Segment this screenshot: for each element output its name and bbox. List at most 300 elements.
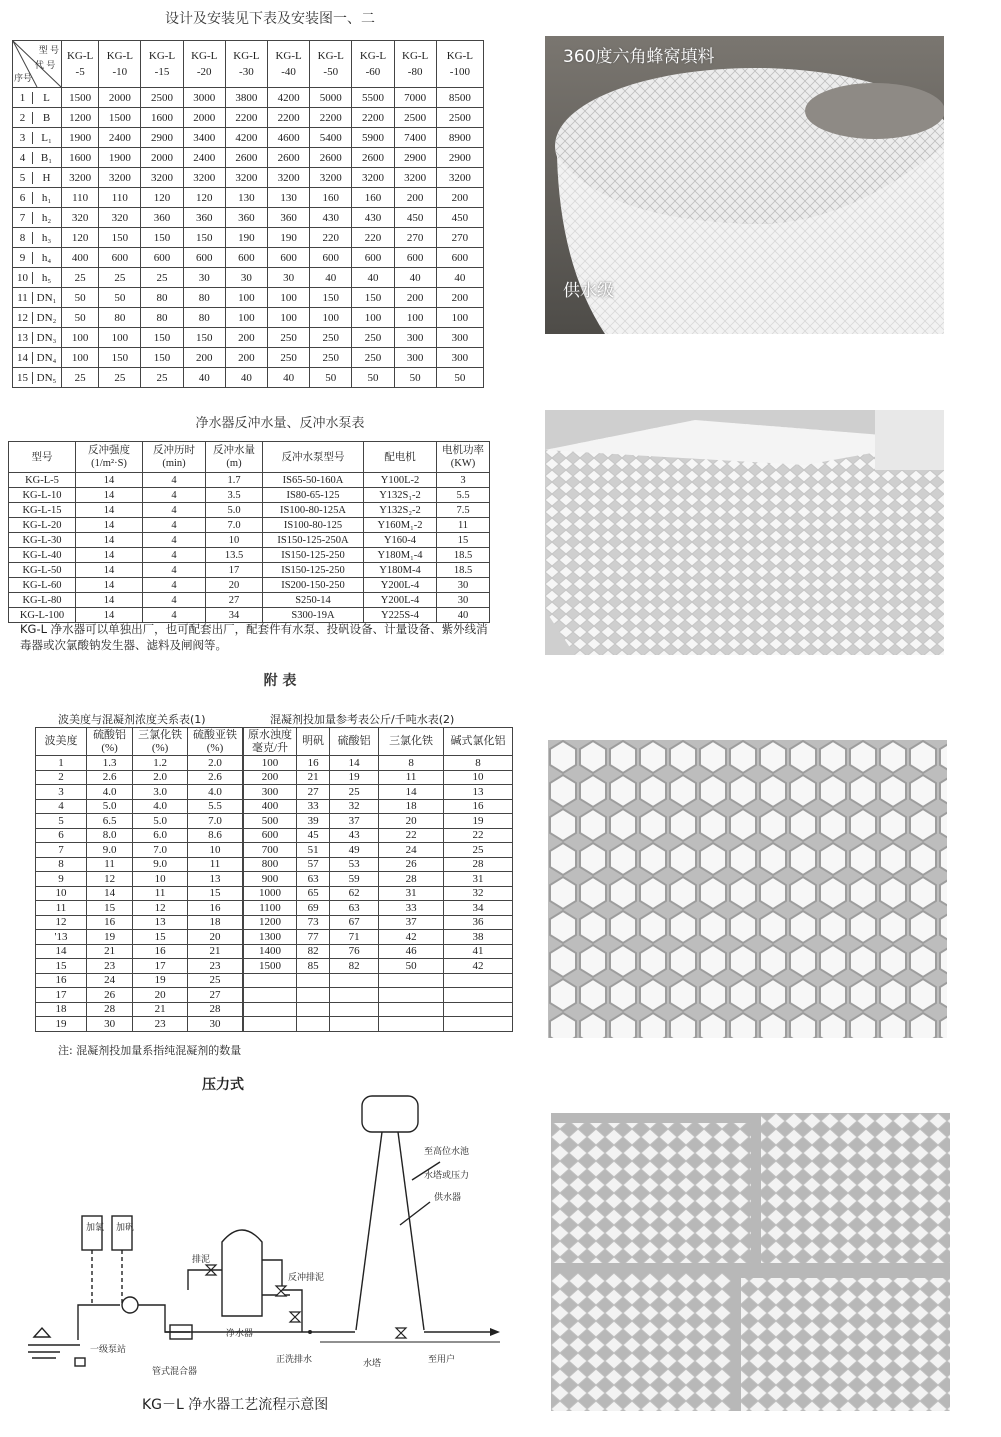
table-cell: 1600: [141, 108, 183, 128]
corner-model-label: 型 号: [38, 45, 59, 55]
table-cell: 600: [183, 248, 225, 268]
table-cell: 1.3: [87, 756, 133, 771]
table-cell: Y160M₁-2: [364, 518, 437, 533]
table-cell: 430: [310, 208, 352, 228]
table-cell: 80: [141, 308, 183, 328]
table-cell: 3200: [436, 168, 483, 188]
table-cell: 41: [444, 944, 513, 959]
table-cell: 3: [36, 785, 87, 800]
row-seq-code-cell: [13, 148, 62, 168]
table-cell: 360: [141, 208, 183, 228]
table-row: [13, 308, 484, 328]
table-cell: Y132S₁-2: [364, 488, 437, 503]
table-row: [36, 785, 243, 800]
tower-note-2: 水塔或压力: [424, 1171, 470, 1181]
chlorine-tank: [82, 1216, 105, 1250]
table-cell: KG-L-15: [9, 503, 76, 518]
table-cell: 2900: [436, 148, 483, 168]
table-cell: 11: [188, 857, 243, 872]
table-cell: 2200: [310, 108, 352, 128]
table-cell: 20: [133, 988, 188, 1003]
table-cell: 25: [99, 368, 141, 388]
table-cell: IS65-50-160A: [263, 473, 364, 488]
table-cell: 2900: [394, 148, 436, 168]
table-row: [13, 108, 484, 128]
table-row: [244, 857, 513, 872]
table-cell: 7.0: [206, 518, 263, 533]
row-code: DN₃: [36, 331, 57, 344]
model-header: KG-L -60: [352, 41, 394, 88]
table-row: [36, 973, 243, 988]
row-seq: 2: [14, 112, 33, 124]
table-cell: 23: [133, 1017, 188, 1032]
install-table: [12, 40, 484, 388]
table-cell: 3200: [394, 168, 436, 188]
table-row: [9, 518, 490, 533]
table-cell: 150: [99, 348, 141, 368]
table-cell: 18: [188, 915, 243, 930]
table-row: [9, 503, 490, 518]
table-cell: 4: [36, 799, 87, 814]
table-cell: KG-L-80: [9, 593, 76, 608]
table-cell: [379, 988, 444, 1003]
table-cell: 40: [225, 368, 267, 388]
table-cell: 24: [379, 843, 444, 858]
table-cell: KG-L-60: [9, 578, 76, 593]
table-cell: 600: [267, 248, 309, 268]
row-code: h₁: [41, 191, 52, 204]
table-row: [244, 944, 513, 959]
table-row-empty: [244, 988, 513, 1003]
table-cell: 150: [183, 228, 225, 248]
table-cell: 250: [310, 328, 352, 348]
table-cell: [244, 1017, 297, 1032]
table-cell: 250: [352, 328, 394, 348]
table-cell: 14: [76, 503, 143, 518]
table-cell: 36: [444, 915, 513, 930]
table-cell: 23: [87, 959, 133, 974]
table-cell: 11: [379, 770, 444, 785]
model-header: KG-L -15: [141, 41, 183, 88]
table-cell: 2200: [225, 108, 267, 128]
row-code: h₃: [41, 231, 52, 244]
dosage-header: 原水浊度 毫克/升: [244, 728, 297, 756]
row-seq: 5: [14, 172, 33, 184]
row-code: B₁: [40, 151, 53, 164]
table-cell: 25: [62, 368, 99, 388]
table-cell: 34: [206, 608, 263, 623]
table-cell: 65: [297, 886, 330, 901]
alum-label: 加矾: [116, 1223, 135, 1233]
row-seq-code-cell: [13, 368, 62, 388]
backwash-table: [8, 441, 490, 623]
backwash-header: 反冲水量 (m): [206, 442, 263, 473]
table-row: [13, 268, 484, 288]
table-cell: 600: [310, 248, 352, 268]
table-cell: 28: [188, 1002, 243, 1017]
diagram-title: 压力式: [202, 1077, 244, 1093]
table-row: [244, 799, 513, 814]
table-cell: 2.6: [188, 770, 243, 785]
table-cell: 15: [188, 886, 243, 901]
table-cell: 10: [36, 886, 87, 901]
table-row: [13, 228, 484, 248]
table-cell: 39: [297, 814, 330, 829]
table-cell: 40: [183, 368, 225, 388]
table-cell: 53: [330, 857, 379, 872]
table-cell: 19: [36, 1017, 87, 1032]
table-cell: 100: [394, 308, 436, 328]
table-cell: 4: [143, 533, 206, 548]
pump-station-label: 一级泵站: [90, 1345, 127, 1355]
table-cell: 8: [379, 756, 444, 771]
table-cell: 25: [62, 268, 99, 288]
table-cell: 120: [62, 228, 99, 248]
table-cell: 24: [87, 973, 133, 988]
corner-code-label: 代 号: [35, 60, 56, 70]
table-cell: 5: [36, 814, 87, 829]
table-cell: 30: [437, 593, 490, 608]
corner-seq-label: 序号: [14, 73, 33, 83]
row-seq-code-cell: [13, 328, 62, 348]
row-seq-code-cell: [13, 88, 62, 108]
table-cell: 43: [330, 828, 379, 843]
table-row: [244, 814, 513, 829]
table-cell: [244, 988, 297, 1003]
table-cell: 9.0: [87, 843, 133, 858]
row-seq: 8: [14, 232, 33, 244]
table-cell: 2000: [141, 148, 183, 168]
table-cell: 28: [379, 872, 444, 887]
table-row-empty: [244, 1002, 513, 1017]
table-cell: KG-L-10: [9, 488, 76, 503]
table-cell: 450: [436, 208, 483, 228]
table-cell: 21: [87, 944, 133, 959]
table-cell: Y100L-2: [364, 473, 437, 488]
table-cell: 2500: [141, 88, 183, 108]
table-cell: 31: [444, 872, 513, 887]
table-cell: Y225S-4: [364, 608, 437, 623]
table-cell: 28: [444, 857, 513, 872]
dosage-header: 硫酸铝: [330, 728, 379, 756]
table-cell: 3200: [225, 168, 267, 188]
backwash-table-header-row: [9, 442, 490, 473]
table-row: [36, 756, 243, 771]
table-cell: [379, 1002, 444, 1017]
backwash-header: 反冲强度 (1/m²·S): [76, 442, 143, 473]
table-cell: [330, 988, 379, 1003]
row-seq-code-cell: [13, 268, 62, 288]
table-cell: 82: [330, 959, 379, 974]
table-cell: 600: [436, 248, 483, 268]
table-cell: KG-L-100: [9, 608, 76, 623]
table-cell: 7.0: [188, 814, 243, 829]
table-cell: 200: [394, 288, 436, 308]
table-cell: 14: [76, 578, 143, 593]
table-row: [244, 930, 513, 945]
table-cell: 400: [62, 248, 99, 268]
table-cell: 200: [225, 348, 267, 368]
table-cell: 8: [444, 756, 513, 771]
table-cell: 82: [297, 944, 330, 959]
row-seq-code-cell: [13, 348, 62, 368]
table-cell: 600: [352, 248, 394, 268]
row-seq: 10: [14, 272, 33, 284]
table-cell: 1300: [244, 930, 297, 945]
table-cell: 16: [87, 915, 133, 930]
dosage-table-body: [244, 756, 513, 1032]
table-cell: 69: [297, 901, 330, 916]
table-cell: 4.0: [133, 799, 188, 814]
install-table-title: 设计及安装见下表及安装图一、二: [165, 11, 375, 27]
product-photo-2: [545, 410, 944, 655]
tower-note-1: 至高位水池: [424, 1147, 470, 1157]
table-cell: KG-L-20: [9, 518, 76, 533]
table-cell: 40: [394, 268, 436, 288]
table-cell: 12: [133, 901, 188, 916]
table-cell: 1500: [99, 108, 141, 128]
table-row: [36, 930, 243, 945]
table-cell: 12: [87, 872, 133, 887]
table-cell: 600: [99, 248, 141, 268]
table-row: [13, 168, 484, 188]
table-cell: 34: [444, 901, 513, 916]
table-cell: 16: [133, 944, 188, 959]
table-row: [244, 886, 513, 901]
table-cell: 6.5: [87, 814, 133, 829]
appendix-note: 注: 混凝剂投加量系指纯混凝剂的数量: [58, 1044, 242, 1057]
table-cell: 30: [225, 268, 267, 288]
table-cell: 360: [225, 208, 267, 228]
table-cell: '13: [36, 930, 87, 945]
table-cell: 13: [188, 872, 243, 887]
table-row: [244, 785, 513, 800]
table-cell: 37: [330, 814, 379, 829]
table-cell: 270: [436, 228, 483, 248]
table-cell: 250: [267, 348, 309, 368]
table-row: [36, 915, 243, 930]
table-cell: 14: [76, 608, 143, 623]
table-cell: 27: [297, 785, 330, 800]
table-cell: 2.0: [188, 756, 243, 771]
table-cell: 80: [141, 288, 183, 308]
install-table-body: [13, 88, 484, 388]
table-cell: 200: [436, 188, 483, 208]
table-cell: 4200: [225, 128, 267, 148]
table-row: [36, 988, 243, 1003]
table-cell: 17: [133, 959, 188, 974]
table-cell: 40: [310, 268, 352, 288]
table-cell: 18: [379, 799, 444, 814]
table-cell: 2400: [183, 148, 225, 168]
table-cell: [297, 988, 330, 1003]
row-seq: 4: [14, 152, 33, 164]
table-cell: 42: [444, 959, 513, 974]
row-seq: 9: [14, 252, 33, 264]
table-cell: 13.5: [206, 548, 263, 563]
table-cell: 30: [87, 1017, 133, 1032]
table-cell: 14: [76, 593, 143, 608]
table-cell: 200: [183, 348, 225, 368]
table-cell: 190: [225, 228, 267, 248]
table-cell: 30: [437, 578, 490, 593]
table-row: [36, 1017, 243, 1032]
table-cell: 25: [188, 973, 243, 988]
table-cell: [444, 973, 513, 988]
table-cell: 160: [352, 188, 394, 208]
table-cell: 5.0: [133, 814, 188, 829]
model-header: KG-L -100: [436, 41, 483, 88]
table-cell: 4: [143, 608, 206, 623]
row-code: L₁: [41, 131, 52, 144]
row-seq-code-cell: [13, 168, 62, 188]
table-cell: 23: [188, 959, 243, 974]
row-seq: 7: [14, 212, 33, 224]
table-cell: 49: [330, 843, 379, 858]
row-code: B: [42, 111, 51, 124]
table-cell: 22: [379, 828, 444, 843]
table-cell: 360: [183, 208, 225, 228]
table-cell: 2.0: [133, 770, 188, 785]
table-cell: 28: [87, 1002, 133, 1017]
table-cell: 120: [183, 188, 225, 208]
table-cell: 40: [437, 608, 490, 623]
table-cell: 8.0: [87, 828, 133, 843]
backwash-header: 型号: [9, 442, 76, 473]
table-cell: 10: [188, 843, 243, 858]
table-cell: 50: [62, 288, 99, 308]
row-code: L: [43, 91, 50, 104]
row-seq: 1: [14, 92, 33, 104]
table-cell: 40: [267, 368, 309, 388]
table-cell: 11: [133, 886, 188, 901]
table-cell: 1: [36, 756, 87, 771]
table-cell: 1500: [62, 88, 99, 108]
baume-header-row: [36, 728, 243, 756]
model-header: KG-L -20: [183, 41, 225, 88]
table-cell: 1600: [62, 148, 99, 168]
table-row: [36, 872, 243, 887]
table-row: [244, 901, 513, 916]
table-cell: 15: [36, 959, 87, 974]
table-cell: 1.2: [133, 756, 188, 771]
table-cell: 3: [437, 473, 490, 488]
table-cell: 5000: [310, 88, 352, 108]
table-cell: 220: [352, 228, 394, 248]
table-cell: 25: [330, 785, 379, 800]
table-cell: 59: [330, 872, 379, 887]
row-seq: 15: [14, 372, 33, 384]
table-cell: IS100-80-125A: [263, 503, 364, 518]
table-cell: 1100: [244, 901, 297, 916]
table-cell: 32: [444, 886, 513, 901]
table-cell: 30: [188, 1017, 243, 1032]
table-cell: 19: [330, 770, 379, 785]
table-cell: 250: [267, 328, 309, 348]
table-cell: IS80-65-125: [263, 488, 364, 503]
table-cell: 21: [297, 770, 330, 785]
table-cell: 20: [206, 578, 263, 593]
table-cell: 320: [62, 208, 99, 228]
table-cell: 100: [310, 308, 352, 328]
chlorine-label: 加氯: [86, 1223, 105, 1233]
table-cell: 6.0: [133, 828, 188, 843]
model-header: KG-L -10: [99, 41, 141, 88]
table-cell: 7000: [394, 88, 436, 108]
table-cell: IS150-125-250: [263, 563, 364, 578]
table-row: [36, 959, 243, 974]
table-cell: 100: [244, 756, 297, 771]
model-header: KG-L -5: [62, 41, 99, 88]
table-cell: 200: [225, 328, 267, 348]
table-cell: 150: [352, 288, 394, 308]
table-cell: [444, 1002, 513, 1017]
backwash-header: 反冲历时 (min): [143, 442, 206, 473]
table-row: [36, 843, 243, 858]
table-cell: 6: [36, 828, 87, 843]
purifier-vessel: [222, 1230, 262, 1316]
row-code: h₅: [41, 271, 52, 284]
table-cell: 63: [330, 901, 379, 916]
table-cell: 57: [297, 857, 330, 872]
table-cell: 8: [36, 857, 87, 872]
table-cell: 14: [76, 518, 143, 533]
table-cell: 40: [352, 268, 394, 288]
table-cell: 4: [143, 593, 206, 608]
table-cell: 5500: [352, 88, 394, 108]
table-cell: 3200: [62, 168, 99, 188]
row-seq-code-cell: [13, 308, 62, 328]
table-cell: 10: [133, 872, 188, 887]
table-cell: 62: [330, 886, 379, 901]
table-cell: 5.5: [188, 799, 243, 814]
table-cell: 5900: [352, 128, 394, 148]
table-row-empty: [244, 1017, 513, 1032]
table-cell: 160: [310, 188, 352, 208]
table-row: [13, 248, 484, 268]
table-cell: 130: [267, 188, 309, 208]
backwash-drain-label: 反冲排泥: [288, 1273, 325, 1283]
table-cell: 2200: [352, 108, 394, 128]
table-cell: 21: [133, 1002, 188, 1017]
table-cell: [297, 1017, 330, 1032]
table-cell: 2500: [394, 108, 436, 128]
table-cell: 1900: [99, 148, 141, 168]
table-cell: 14: [379, 785, 444, 800]
appendix-title: 附 表: [263, 673, 297, 689]
backwash-table-title: 净水器反冲水量、反冲水泵表: [195, 416, 365, 431]
table-cell: [297, 973, 330, 988]
table-cell: 30: [267, 268, 309, 288]
table-cell: 17: [206, 563, 263, 578]
table-cell: 18.5: [437, 548, 490, 563]
alum-tank: [112, 1216, 135, 1250]
table-corner-cell: [13, 41, 62, 88]
table-cell: 4.0: [87, 785, 133, 800]
table-cell: 15: [87, 901, 133, 916]
pipe-mixer-label: 管式混合器: [152, 1367, 198, 1377]
table-cell: 14: [76, 488, 143, 503]
product-photo-3: [548, 740, 947, 1038]
table-cell: 50: [62, 308, 99, 328]
pump-shape: [122, 1297, 138, 1313]
table-cell: 27: [188, 988, 243, 1003]
table-cell: [244, 1002, 297, 1017]
table-cell: [444, 1017, 513, 1032]
table-cell: 21: [188, 944, 243, 959]
table-cell: 4: [143, 578, 206, 593]
table-cell: 45: [297, 828, 330, 843]
